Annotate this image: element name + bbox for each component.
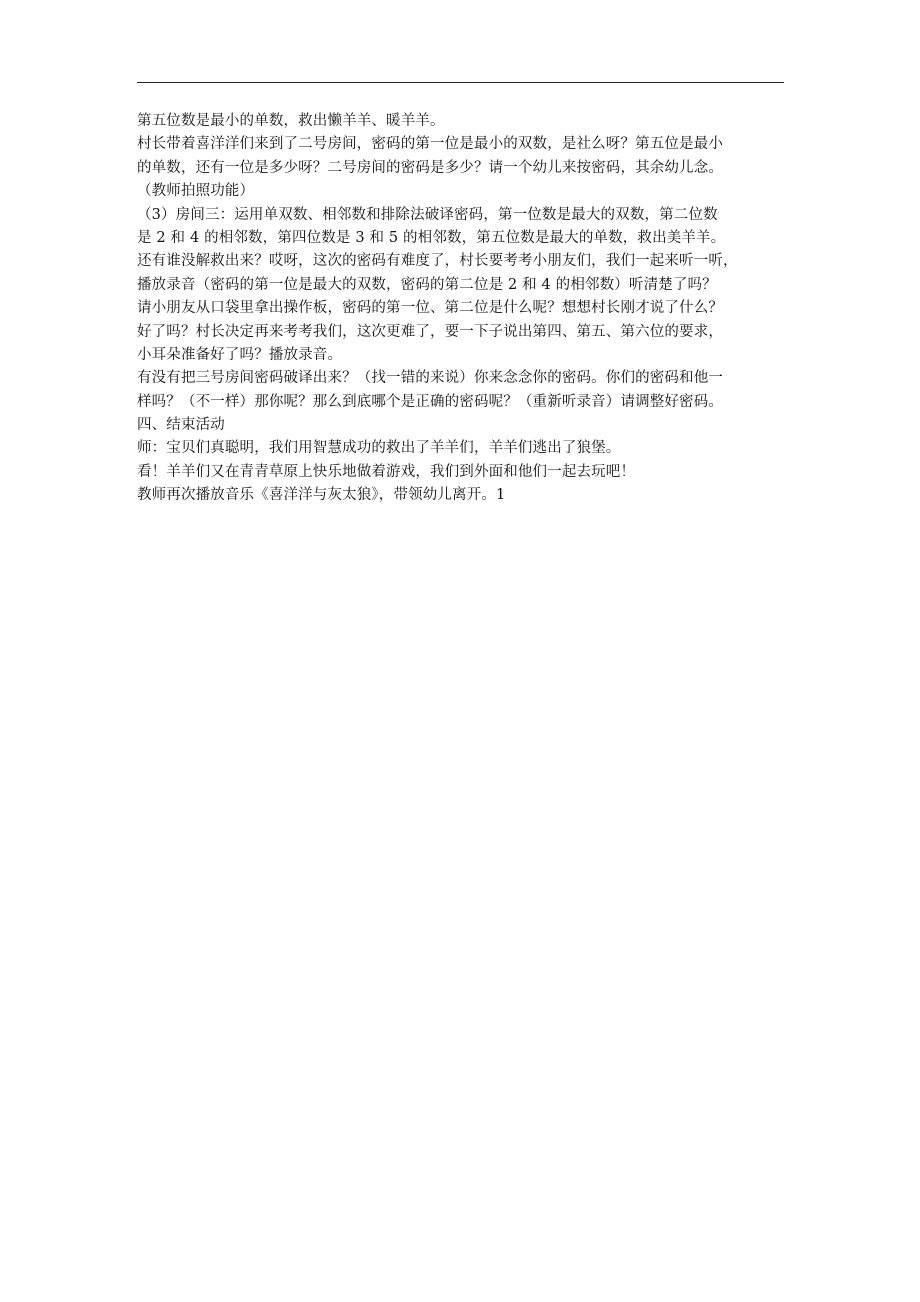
text-line: 还有谁没解救出来？哎呀，这次的密码有难度了，村长要考考小朋友们，我们一起来听一听，	[137, 253, 738, 270]
text-line: 好了吗？村长决定再来考考我们，这次更难了，要一下子说出第四、第五、第六位的要求，	[137, 323, 723, 340]
text-line: 有没有把三号房间密码破译出来？（找一错的来说）你来念念你的密码。你们的密码和他一	[137, 370, 723, 387]
text-line: 师：宝贝们真聪明，我们用智慧成功的救出了羊羊们，羊羊们逃出了狼堡。	[137, 440, 621, 457]
header-rule	[137, 82, 784, 83]
text-line: 样吗？（不一样）那你呢？那么到底哪个是正确的密码呢？（重新听录音）请调整好密码。	[137, 393, 723, 410]
text-line: （3）房间三：运用单双数、相邻数和排除法破译密码，第一位数是最大的双数，第二位数	[137, 206, 718, 223]
text-line: 请小朋友从口袋里拿出操作板，密码的第一位、第二位是什么呢？想想村长刚才说了什么？	[137, 300, 723, 317]
text-line: 教师再次播放音乐《喜洋洋与灰太狼》，带领幼儿离开。1	[137, 487, 506, 504]
section-heading: 四、结束活动	[137, 417, 225, 434]
text-line: 第五位数是最小的单数，救出懒羊羊、暖羊羊。	[137, 113, 445, 129]
text-line: 村长带着喜洋洋们来到了二号房间，密码的第一位是最小的双数，是社么呀？第五位是最小	[137, 136, 723, 153]
text-line: 看！羊羊们又在青青草原上快乐地做着游戏，我们到外面和他们一起去玩吧！	[137, 463, 636, 480]
text-line: 是 2 和 4 的相邻数，第四位数是 3 和 5 的相邻数，第五位数是最大的单数，救出美羊羊。	[137, 229, 726, 246]
text-line: （教师拍照功能）	[137, 183, 255, 200]
text-line: 播放录音（密码的第一位是最大的双数，密码的第二位是 2 和 4 的相邻数）听清楚了吗？	[137, 276, 717, 293]
text-line: 的单数，还有一位是多少呀？二号房间的密码是多少？请一个幼儿来按密码，其余幼儿念。	[137, 159, 723, 176]
text-line: 小耳朵准备好了吗？播放录音。	[137, 346, 343, 363]
document-body	[137, 110, 797, 508]
